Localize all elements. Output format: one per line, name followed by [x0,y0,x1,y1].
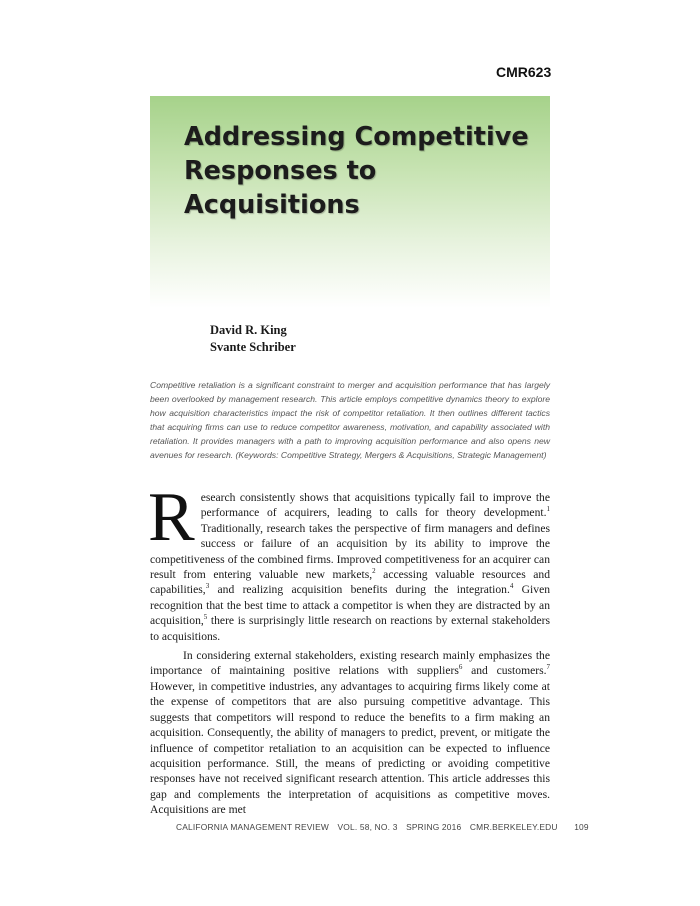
author-list [210,322,296,356]
author-name: David R. King [210,323,287,337]
footnote-ref: 2 [372,567,376,576]
footnote-ref: 4 [509,582,514,591]
drop-cap: R [148,479,195,556]
abstract: Competitive retaliation is a significant constraint to merger and acquisition performance that has largely been overlooked by management research. This article employs competitive dynamics theory to explore how acquisition characteristics impact the risk of competitor retaliation. It then outlines different tactics that acquiring firms can use to reduce competitor awareness, motivation, and capability associated with retaliation. It provides managers with a path to improving acquisition performance and also opens new avenues for research. (Keywords: Competitive Strategy, Mergers & Acquisitions, Strategic Management) [150,380,550,460]
volume-info: VOL. 58, NO. 3 [337,822,398,832]
footnote-ref: 5 [203,613,208,622]
journal-site: CMR.BERKELEY.EDU [469,822,558,832]
journal-name: CALIFORNIA MANAGEMENT REVIEW [176,822,329,832]
footnote-ref: 7 [546,663,551,672]
footnote-ref: 3 [205,582,210,591]
footnote-ref: 1 [546,505,550,514]
body-paragraph: Research consistently shows that acquisitions typically fail to improve the performance of acquirers, leading to calls for theory development.$^1$ Traditionally, research takes the perspective of firm managers and defines success or failure of an acquisition by its ability to improve the competitiveness of the combined firms. Improved competitiveness for an acquirer can result from entering valuable new markets,$^2$ accessing valuable resources and capabilities,$^3$ and realizing acquisition benefits during the integration.$^4$ Given recognition that the best time to attack a competitor is when they are distracted by an acquisition,$^5$ there is surprisingly little research on reactions by external stakeholders to acquisitions. [148,479,551,643]
page-number: 109 [574,822,589,832]
article-body [148,479,551,818]
issue-info: SPRING 2016 [406,822,462,832]
author-name: Svante Schriber [210,340,296,354]
article-code: CMR623 [496,64,552,80]
article-title: Addressing Competitive Responses to Acquisitions [184,122,529,220]
body-paragraph: In considering external stakeholders, existing research mainly emphasizes the importance of maintaining positive relations with suppliers$^6$ and customers.$^7$ However, in competitive industries, any advantages to acquiring firms likely come at the expense of competitors that are also pursuing competitive advantage. This suggests that competitors will respond to reduce the benefits to a firm making an acquisition. Consequently, the ability of managers to predict, prevent, or mitigate the influence of competitor retaliation to an acquisition can be expected to influence acquisition performance. Still, the means of predicting or avoiding competitive responses have not received significant research attention. This article addresses this gap and complements the interpretation of acquisitions as competitive moves. Acquisitions are met [150,649,551,817]
page-footer [176,822,595,832]
footnote-ref: 6 [458,663,463,672]
